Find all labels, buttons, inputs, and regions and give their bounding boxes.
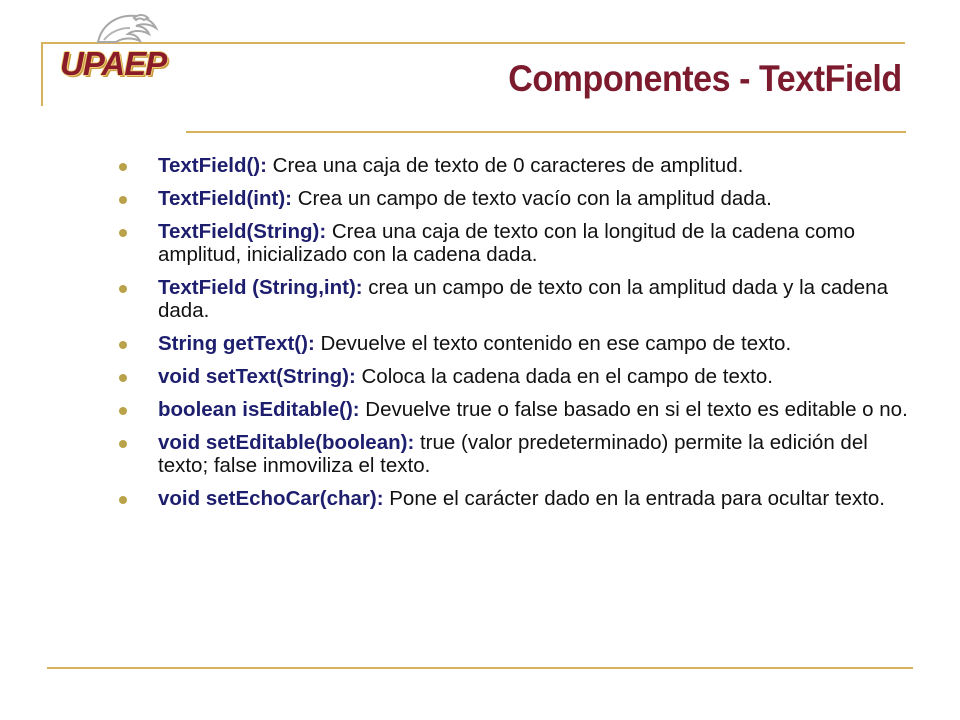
eagle-icon <box>98 15 156 42</box>
bullet-item <box>118 220 908 266</box>
bullet-dot-icon <box>119 496 127 504</box>
bullet-item <box>118 431 908 477</box>
bullet-term: void setEditable(boolean): <box>158 431 415 454</box>
bullet-desc: Crea una caja de texto de 0 caracteres de amplitud. <box>266 154 744 177</box>
bullet-desc: Coloca la cadena dada en el campo de texto. <box>355 365 773 388</box>
bullet-dot-icon <box>119 196 127 204</box>
bullet-item <box>118 398 908 421</box>
bullet-desc: Pone el carácter dado en la entrada para ocultar texto. <box>383 487 885 510</box>
bullet-dot-icon <box>119 229 127 237</box>
bullet-dot-icon <box>119 407 127 415</box>
bullet-item <box>118 365 908 388</box>
logo-wordmark: UPAEP <box>60 45 167 82</box>
bullet-term: boolean isEditable(): <box>158 398 360 421</box>
bullet-dot-icon <box>119 440 127 448</box>
bullet-item <box>118 154 908 177</box>
bullet-term: TextField(int): <box>158 187 292 210</box>
bullet-desc: Crea un campo de texto vacío con la amplitud dada. <box>292 187 772 210</box>
title-underline <box>186 131 906 133</box>
bullet-dot-icon <box>119 374 127 382</box>
bullet-term: void setText(String): <box>158 365 356 388</box>
bullet-desc: crea un campo de texto con la amplitud dada y la cadena dada. <box>158 276 888 322</box>
bullet-item <box>118 332 908 355</box>
bullet-term: String getText(): <box>158 332 315 355</box>
bullet-term: void setEchoCar(char): <box>158 487 384 510</box>
bullet-desc: Devuelve true o false basado en si el texto es editable o no. <box>359 398 908 421</box>
bullet-desc: true (valor predeterminado) permite la edición del texto; false inmoviliza el texto. <box>158 431 868 477</box>
bullet-item <box>118 487 908 510</box>
bullet-dot-icon <box>119 163 127 171</box>
bullet-list <box>118 154 908 520</box>
bullet-desc: Crea una caja de texto con la longitud de la cadena como amplitud, inicializado con la cadena dada. <box>158 220 855 266</box>
left-rule <box>41 42 43 106</box>
footer-rule <box>47 667 913 669</box>
bullet-dot-icon <box>119 285 127 293</box>
bullet-dot-icon <box>119 341 127 349</box>
bullet-term: TextField(): <box>158 154 267 177</box>
slide-title: Componentes - TextField <box>508 58 902 99</box>
bullet-desc: Devuelve el texto contenido en ese campo de texto. <box>314 332 792 355</box>
bullet-term: TextField (String,int): <box>158 276 363 299</box>
bullet-term: TextField(String): <box>158 220 327 243</box>
bullet-item <box>118 276 908 322</box>
bullet-item <box>118 187 908 210</box>
